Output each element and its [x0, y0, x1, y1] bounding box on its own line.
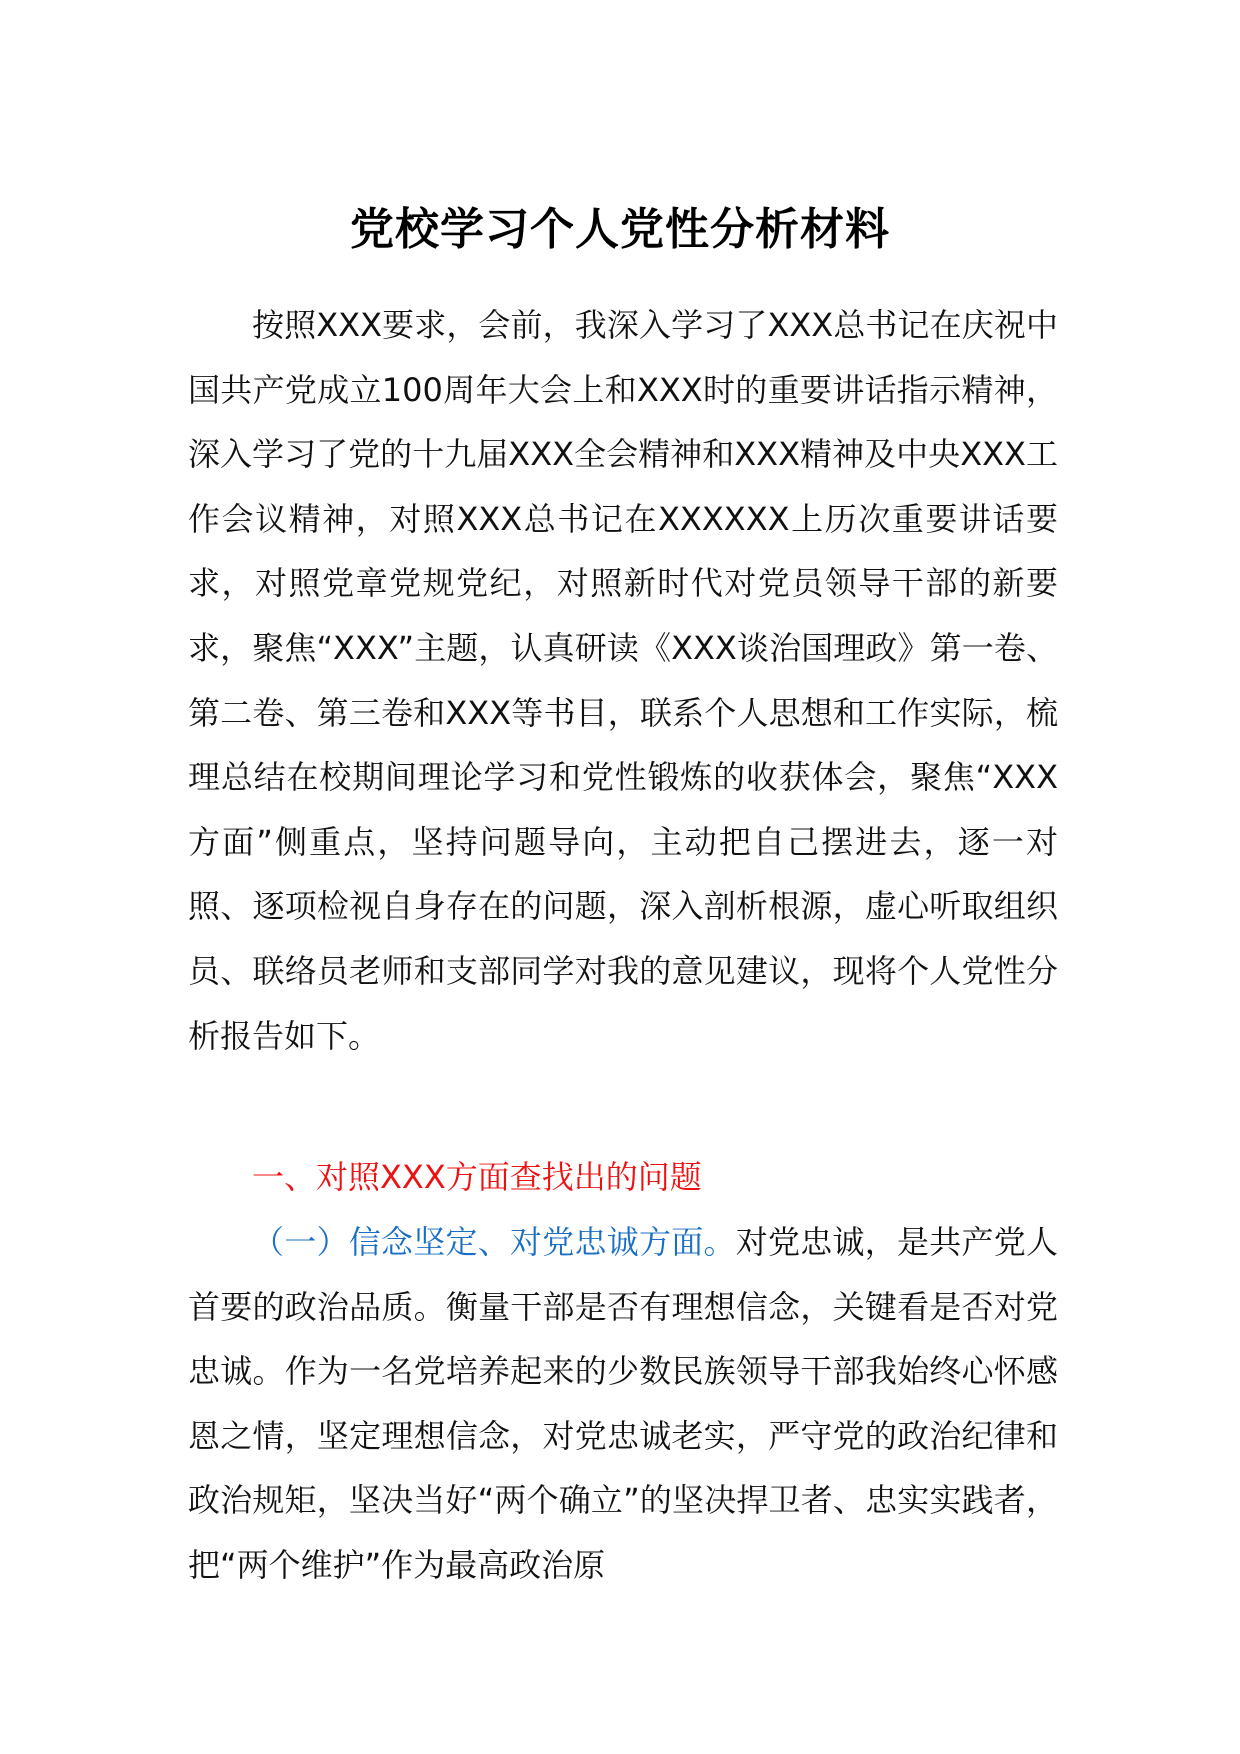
subsection-paragraph [188, 1210, 1058, 1598]
section-heading: 一、对照XXX方面查找出的问题 [252, 1158, 702, 1196]
intro-paragraph: 按照XXX要求，会前，我深入学习了XXX总书记在庆祝中国共产党成立100周年大会上和XXX时的重要讲话指示精神，深入学习了党的十九届XXX全会精神和XXX精神及中央XXX工作会议精神，对照XXX总书记在XXXXXX上历次重要讲话要求，对照党章党规党纪，对照新时代对党员领导干部的新要求，聚焦“XXX”主题，认真研读《XXX谈治国理政》第一卷、第二卷、第三卷和XXX等书目，联系个人思想和工作实际，梳理总结在校期间理论学习和党性锻炼的收获体会，聚焦“XXX方面”侧重点，坚持问题导向，主动把自己摆进去，逐一对照、逐项检视自身存在的问题，深入剖析根源，虚心听取组织员、联络员老师和支部同学对我的意见建议，现将个人党性分析报告如下。 [188, 306, 1058, 1055]
subsection-heading: （一）信念坚定、对党忠诚方面。 [252, 1223, 736, 1261]
document-title: 党校学习个人党性分析材料 [350, 204, 890, 255]
subsection-text: 对党忠诚，是共产党人首要的政治品质。衡量干部是否有理想信念，关键看是否对党忠诚。作为一名党培养起来的少数民族领导干部我始终心怀感恩之情，坚定理想信念，对党忠诚老实，严守党的政治纪律和政治规矩，坚决当好“两个确立”的坚决捍卫者、忠实实践者，把“两个维护”作为最高政治原 [188, 1223, 1058, 1584]
